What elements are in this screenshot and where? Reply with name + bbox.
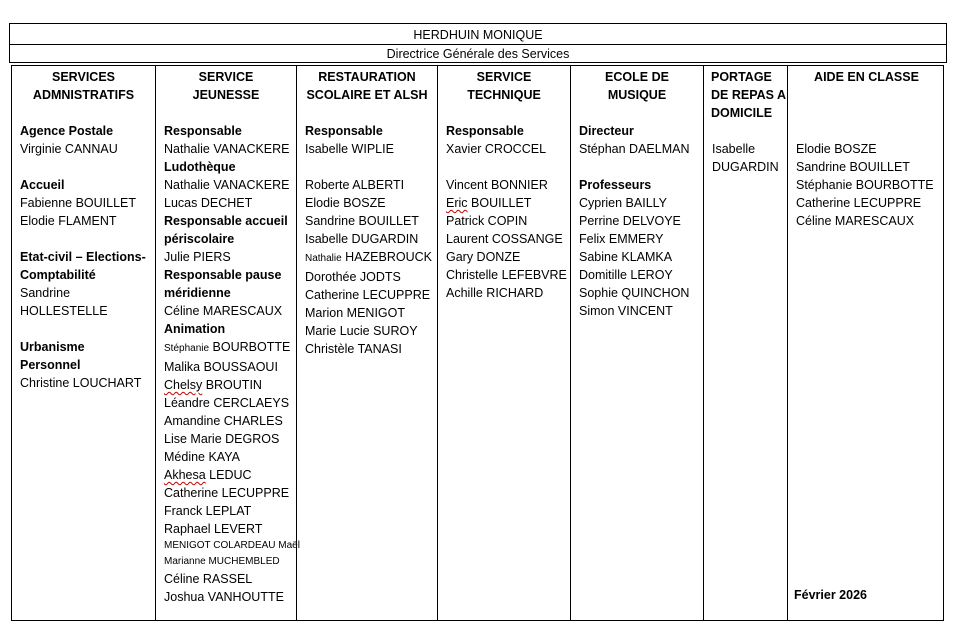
- staff-name: Céline RASSEL: [164, 572, 253, 586]
- col-service-jeunesse: [156, 66, 300, 620]
- staff-name: Catherine LECUPPRE: [305, 288, 431, 302]
- staff-name: Sabine KLAMKA: [579, 250, 673, 264]
- column-body: [571, 122, 703, 320]
- first-name: Stéphanie: [164, 343, 210, 354]
- staff-name: Roberte ALBERTI: [305, 178, 405, 192]
- column-body: [156, 122, 300, 606]
- column-title-line: ADMNISTRATIFS: [32, 88, 135, 102]
- director-title: Directrice Générale des Services: [386, 47, 570, 61]
- staff-name: Simon VINCENT: [579, 304, 673, 318]
- section-label: périscolaire: [164, 232, 235, 246]
- staff-name: Elodie BOSZE: [305, 196, 386, 210]
- staff-name: Médine KAYA: [164, 450, 240, 464]
- staff-name: Isabelle WIPLIE: [305, 142, 394, 156]
- staff-name: Marianne MUCHEMBLED: [164, 556, 280, 567]
- column-body: [704, 140, 787, 176]
- staff-name: [305, 248, 437, 268]
- section-label: Directeur: [579, 124, 634, 138]
- header-divider: [10, 44, 946, 45]
- staff-name: DUGARDIN: [712, 160, 779, 174]
- staff-name: Nathalie VANACKERE: [164, 178, 290, 192]
- last-name: BOUILLET: [467, 196, 532, 210]
- staff-name: [164, 338, 296, 358]
- last-name: LEDUC: [205, 468, 252, 482]
- header-box: [9, 23, 947, 63]
- column-title: [12, 68, 155, 104]
- col-restauration: [297, 66, 438, 620]
- col-portage-repas: [704, 66, 788, 620]
- section-label: Professeurs: [579, 178, 652, 192]
- staff-name: Elodie FLAMENT: [20, 214, 117, 228]
- last-name: HAZEBROUCK: [341, 250, 432, 264]
- column-title-line: RESTAURATION: [318, 70, 416, 84]
- staff-name: Isabelle: [712, 142, 756, 156]
- section-label: Urbanisme: [20, 340, 85, 354]
- staff-name: Léandre CERCLAEYS: [164, 396, 290, 410]
- column-title-line: SERVICE: [198, 70, 254, 84]
- column-title-line: SCOLAIRE ET ALSH: [306, 88, 428, 102]
- services-table: [11, 65, 944, 621]
- staff-name: Christèle TANASI: [305, 342, 402, 356]
- staff-name: Domitille LEROY: [579, 268, 673, 282]
- first-name: Eric: [446, 196, 468, 210]
- staff-name: Sandrine BOUILLET: [305, 214, 419, 228]
- column-title-line: DOMICILE: [711, 106, 773, 120]
- section-label: Comptabilité: [20, 268, 96, 282]
- section-label: Ludothèque: [164, 160, 236, 174]
- column-title-line: MUSIQUE: [607, 88, 667, 102]
- document-date: Février 2026: [794, 588, 867, 602]
- col-ecole-de-musique: [571, 66, 704, 620]
- staff-name: Perrine DELVOYE: [579, 214, 681, 228]
- staff-name: Christine LOUCHART: [20, 376, 142, 390]
- staff-name: HOLLESTELLE: [20, 304, 108, 318]
- staff-name: Cyprien BAILLY: [579, 196, 668, 210]
- staff-name: Fabienne BOUILLET: [20, 196, 137, 210]
- staff-name: Sandrine: [20, 286, 71, 300]
- column-body: [788, 140, 945, 230]
- staff-name: Sandrine BOUILLET: [796, 160, 910, 174]
- section-label: Responsable: [164, 124, 242, 138]
- staff-name: Vincent BONNIER: [446, 178, 548, 192]
- staff-name: Lise Marie DEGROS: [164, 432, 280, 446]
- first-name: Akhesa: [164, 468, 206, 482]
- section-label: Responsable pause: [164, 268, 282, 282]
- column-body: [12, 122, 155, 392]
- col-service-technique: [438, 66, 571, 620]
- staff-name: Raphael LEVERT: [164, 522, 263, 536]
- column-title-line: PORTAGE: [711, 70, 772, 84]
- staff-name: Céline MARESCAUX: [164, 304, 283, 318]
- staff-name: Stéphan DAELMAN: [579, 142, 690, 156]
- column-body: [438, 122, 570, 302]
- staff-name: Elodie BOSZE: [796, 142, 877, 156]
- column-title: [704, 68, 787, 122]
- section-label: Responsable: [446, 124, 524, 138]
- column-title-line: AIDE EN CLASSE: [814, 70, 919, 84]
- staff-name: Stéphanie BOURBOTTE: [796, 178, 934, 192]
- section-label: Agence Postale: [20, 124, 114, 138]
- staff-name: Laurent COSSANGE: [446, 232, 563, 246]
- staff-name: Felix EMMERY: [579, 232, 664, 246]
- column-title-line: TECHNIQUE: [467, 88, 541, 102]
- column-title: [156, 68, 296, 104]
- director-name: HERDHUIN MONIQUE: [413, 28, 543, 42]
- last-name: BROUTIN: [202, 378, 262, 392]
- staff-name: Amandine CHARLES: [164, 414, 283, 428]
- staff-name: Sophie QUINCHON: [579, 286, 690, 300]
- staff-name: Céline MARESCAUX: [796, 214, 915, 228]
- section-label: Accueil: [20, 178, 65, 192]
- staff-name: Achille RICHARD: [446, 286, 544, 300]
- staff-name: Marie Lucie SUROY: [305, 324, 418, 338]
- staff-name: Isabelle DUGARDIN: [305, 232, 419, 246]
- staff-name: Dorothée JODTS: [305, 270, 401, 284]
- staff-name: Julie PIERS: [164, 250, 231, 264]
- column-title-line: SERVICES: [52, 70, 115, 84]
- staff-name: MENIGOT COLARDEAU Maël: [164, 540, 300, 551]
- section-label: Responsable accueil: [164, 214, 288, 228]
- staff-name: Xavier CROCCEL: [446, 142, 547, 156]
- column-title-line: DE REPAS A: [711, 88, 787, 102]
- col-aide-en-classe: [788, 66, 945, 620]
- staff-name: Catherine LECUPPRE: [796, 196, 922, 210]
- staff-name: Franck LEPLAT: [164, 504, 252, 518]
- column-title-line: JEUNESSE: [192, 88, 260, 102]
- staff-name: Patrick COPIN: [446, 214, 528, 228]
- section-label: Personnel: [20, 358, 81, 372]
- section-label: méridienne: [164, 286, 231, 300]
- staff-name: Marion MENIGOT: [305, 306, 406, 320]
- column-title: [297, 68, 437, 104]
- column-title: [571, 68, 703, 104]
- section-label: Animation: [164, 322, 226, 336]
- staff-name: Lucas DECHET: [164, 196, 253, 210]
- section-label: Responsable: [305, 124, 383, 138]
- staff-name: Nathalie VANACKERE: [164, 142, 290, 156]
- staff-name: [164, 376, 296, 394]
- staff-name: [164, 466, 296, 484]
- staff-name: Gary DONZE: [446, 250, 521, 264]
- col-services-administratifs: [12, 66, 156, 620]
- first-name: Chelsy: [164, 378, 203, 392]
- column-body: [297, 122, 437, 358]
- section-label: Etat-civil – Elections-: [20, 250, 146, 264]
- staff-name: Malika BOUSSAOUI: [164, 360, 278, 374]
- first-name: Nathalie: [305, 253, 342, 264]
- staff-name: [446, 194, 570, 212]
- last-name: BOURBOTTE: [209, 340, 291, 354]
- staff-name: Catherine LECUPPRE: [164, 486, 290, 500]
- column-title-line: SERVICE: [476, 70, 532, 84]
- staff-name: Christelle LEFEBVRE: [446, 268, 567, 282]
- column-title-line: ECOLE DE: [605, 70, 669, 84]
- column-title: [788, 68, 945, 86]
- staff-name: Joshua VANHOUTTE: [164, 590, 284, 604]
- column-title: [438, 68, 570, 104]
- staff-name: Virginie CANNAU: [20, 142, 118, 156]
